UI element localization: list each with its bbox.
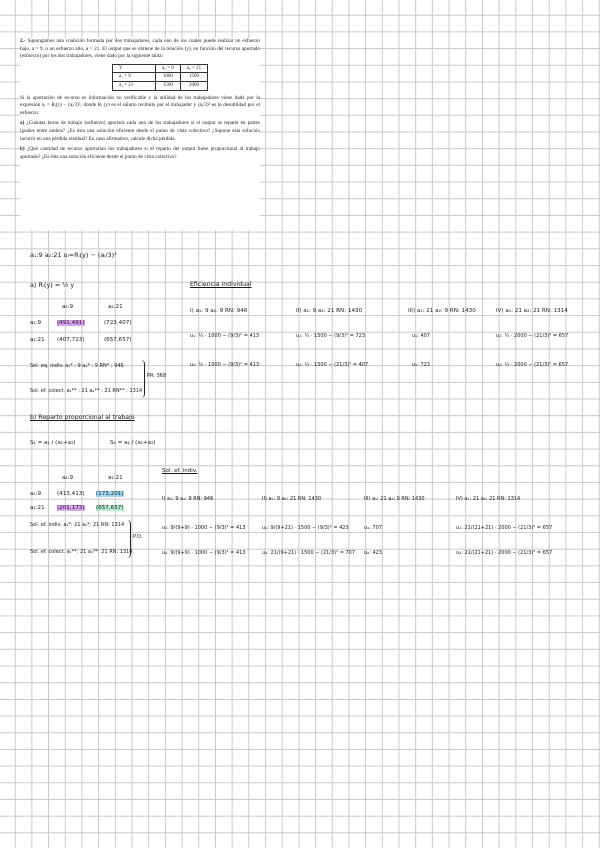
b-row-header-a1-21: a₁:21 (30, 505, 45, 511)
b-case-1: I) a₁: 9 a₂: 9 RN: 946 (162, 496, 214, 502)
col-header-a2-21: a₂:21 (108, 304, 123, 310)
question-b-label: b) (20, 146, 25, 153)
table-cell: a₂ = 9 (156, 64, 181, 73)
payoff-cell-b-21 (57, 505, 85, 511)
b-u1-case-4: u₁: 21/(21+21) · 2000 − (21/3)² = 657 (456, 525, 553, 531)
share-s2: S₂ = a₂ / (a₁+a₂) (110, 440, 156, 446)
notes-header: a₁:9 a₂:21 uᵢ=Rᵢ(y) − (aᵢ/3)² (30, 251, 117, 259)
b-sol-title: Sol. ef. indiv. (162, 468, 198, 474)
a-u2-case-2: u₂: ½ · 1500 − (21/3)² = 407 (296, 362, 369, 368)
payoff-cell-b-12 (96, 491, 124, 497)
payoff-cell-b-12-value: (173,201) (96, 491, 124, 497)
problem-card (20, 38, 260, 230)
table-cell: a₁ = 9 (113, 73, 156, 82)
payoff-cell-b-21-value: (201,173) (57, 505, 85, 511)
case-2: II) a₁: 9 a₂: 21 RN: 1430 (296, 308, 363, 314)
question-a (20, 120, 260, 143)
brace (140, 360, 145, 398)
b-case-3: III) a₁: 21 a₂: 9 RN: 1430 (364, 496, 425, 502)
a-sol-colect: Sol. ef. colect. a₁** : 21 a₂** : 21 RN** : 1314 (30, 388, 143, 394)
b-sol-colect: Sol. ef. colect. a₁**: 21 a₂**: 21 RN: 1314 (30, 549, 133, 555)
payoff-cell-a-11: (491,491) (57, 320, 85, 326)
b-sol-indiv: Sol. ef. indiv. a₁*: 21 a₂*: 21 RN: 1314 (30, 522, 125, 528)
row-header-a1-9: a₁:9 (30, 320, 42, 326)
table-cell: 1500 (156, 81, 181, 90)
a-sol-indiv: Sol. eq. indiv. a₁* : 9 a₂* : 9 RN* : 946 (30, 363, 124, 369)
payoff-cell-a-21: (407,723) (57, 337, 85, 343)
utility-text: Si la aportación de recurso es información no verificable y la utilidad de los trabajadores viene dada por la expresión uᵢ = Rᵢ(y) − (aᵢ/3)², donde Rᵢ (y) es el salario recibido por el trabajador y (aᵢ/3)² es la desutilidad por el esfuerzo: (20, 94, 260, 116)
payoff-cell-b-22: (657,657) (96, 505, 124, 511)
brace (126, 520, 131, 558)
payoff-cell-b-11: (413,413) (57, 491, 85, 497)
table-cell: Y (113, 64, 156, 73)
b-row-header-a1-9: a₁:9 (30, 491, 42, 497)
problem-intro (20, 38, 260, 61)
case-3: III) a₁: 21 a₂: 9 RN: 1430 (408, 308, 476, 314)
case-4: IV) a₁: 21 a₂: 21 RN: 1314 (496, 308, 568, 314)
b-u1-case-2: u₁: 9/(9+21) · 1500 − (9/3)² = 423 (262, 525, 349, 531)
a-u1-case-1: u₁: ½ · 1000 − (9/3)² = 413 (190, 333, 260, 339)
part-a-title: a) Rᵢ(y) = ½ y (30, 281, 75, 289)
question-b (20, 146, 260, 161)
efficiency-title: Eficiencia individual (190, 281, 252, 288)
a-residual-loss: PR: 368 (147, 373, 167, 379)
b-u2-case-2: u₂: 21/(9+21) · 1500 − (21/3)² = 707 (262, 550, 356, 556)
table-cell: a₂ = 21 (180, 64, 207, 73)
table-row (113, 81, 208, 90)
a-u1-case-3: u₁: 407 (412, 333, 430, 339)
a-u2-case-1: u₂: ½ · 1000 − (9/3)² = 413 (190, 362, 260, 368)
a-u2-case-4: u₂: ½ · 2000 − (21/3)² = 657 (496, 362, 569, 368)
table-header-row (113, 64, 208, 73)
b-u2-case-4: u₂: 21/(21+21) · 2000 − (21/3)² = 657 (456, 550, 553, 556)
problem-intro-text: Supongamos una coalición formada por dos trabajadores, cada uno de los cuales puede realizar un esfuerzo bajo, a = 9, o un esfuerzo alto, a = 21. El output que se obtiene de la relación (y), en función del recurso aportado (esfuerzo) por los dos trabajadores, viene dado por la siguiente tabla: (20, 38, 260, 60)
question-a-text: ¿Cuántas horas de trabajo (esfuerzo) aportará cada uno de los trabajadores si el output se reparte en partes iguales entre ambos? ¿Es ésta una solución eficiente desde el punto de vista colectivo? ¿Supone esta solución incurrir en una pérdida residual? En caso afirmativo, calcule dicha pérdida. (20, 120, 261, 142)
payoff-cell-a-12: (723,407) (104, 320, 132, 326)
col-header-a2-9: a₂:9 (62, 304, 74, 310)
table-row (113, 73, 208, 82)
b-pareto-optimal: P.O. (133, 534, 143, 540)
b-u2-case-3: u₂: 423 (364, 550, 382, 556)
question-a-label: a) (20, 120, 25, 127)
case-1: I) a₁: 9 a₂: 9 RN: 946 (190, 308, 248, 314)
row-header-a1-21: a₁:21 (30, 337, 45, 343)
table-cell: 2000 (180, 81, 207, 90)
b-case-2: II) a₁: 9 a₂: 21 RN: 1430 (262, 496, 322, 502)
payoff-cell-a-22: (657,657) (104, 337, 132, 343)
part-b-title: b) Reparto proporcional al trabajo (30, 414, 135, 421)
table-cell: 1500 (180, 73, 207, 82)
b-u1-case-3: u₁: 707 (364, 525, 382, 531)
share-s1: S₁ = a₁ / (a₁+a₂) (30, 440, 76, 446)
b-u1-case-1: u₁: 9/(9+9) · 1000 − (9/3)² = 413 (162, 525, 246, 531)
a-u1-case-4: u₁: ½ · 2000 − (21/3)² = 657 (496, 333, 569, 339)
question-b-text: ¿Qué cantidad de recurso aportarían los trabajadores si el reparto del output fuese proporcional al trabajo aportado? ¿Es ésta una solución eficiente desde el punto de vista colectivo? (20, 146, 260, 160)
a-u2-case-3: u₂: 723 (412, 362, 430, 368)
b-case-4: IV) a₁: 21 a₂: 21 RN: 1314 (456, 496, 521, 502)
b-col-header-a2-9: a₂:9 (62, 475, 74, 481)
b-col-header-a2-21: a₂:21 (108, 475, 123, 481)
a-u1-case-2: u₁: ½ · 1500 − (9/3)² = 723 (296, 333, 366, 339)
problem-number: 2.- (20, 38, 26, 44)
output-table (112, 64, 208, 91)
table-cell: 1000 (156, 73, 181, 82)
table-cell: a₁ = 21 (113, 81, 156, 90)
b-u2-case-1: u₂: 9/(9+9) · 1000 − (9/3)² = 413 (162, 550, 246, 556)
